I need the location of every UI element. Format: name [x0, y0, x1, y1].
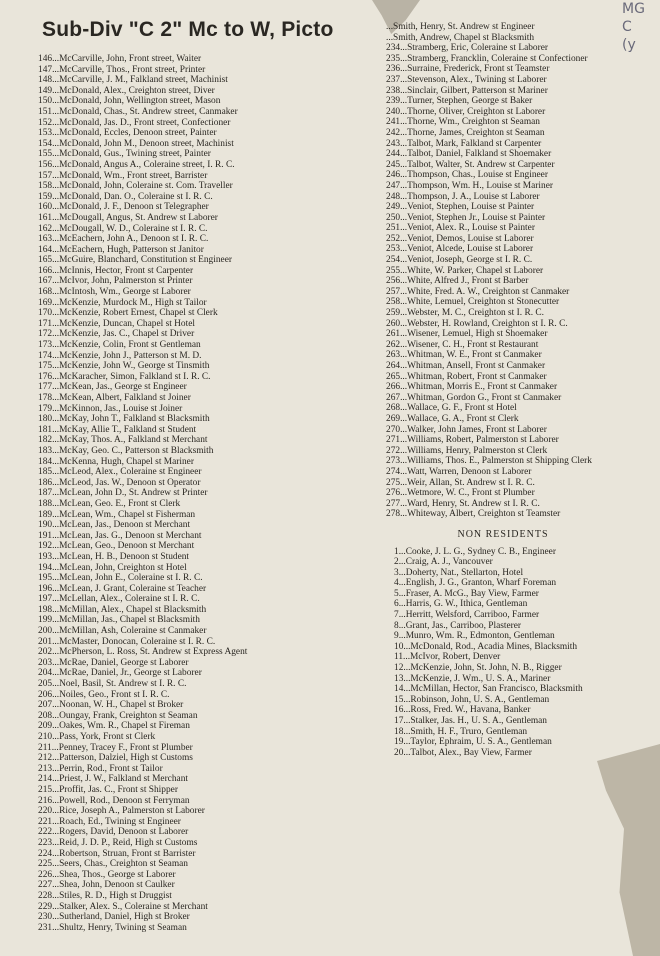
directory-entry: 198...McMillan, Alex., Chapel st Blacksmith: [38, 604, 207, 615]
directory-entry: 11...McIvor, Robert, Denver: [394, 652, 501, 663]
directory-entry: 181...McKay, Allie T., Falkland st Student: [38, 424, 197, 435]
directory-entry: 243...Talbot, Mark, Falkland st Carpenter: [386, 138, 542, 149]
directory-entry: 261...Wisener, Lemuel, High st Shoemaker: [386, 329, 548, 340]
directory-entry: 3...Doherty, Nat., Stellarton, Hotel: [394, 567, 524, 578]
directory-entry: 207...Noonan, W. H., Chapel st Broker: [38, 700, 184, 711]
directory-entry: 221...Roach, Ed., Twining st Engineer: [38, 816, 181, 827]
directory-entry: 213...Perrin, Rod., Front st Tailor: [38, 763, 163, 774]
directory-entry: 251...Veniot, Alex. R., Louise st Painter: [386, 223, 535, 234]
directory-entry: 184...McKenna, Hugh, Chapel st Mariner: [38, 456, 194, 467]
directory-entry: 10...McDonald, Rod., Acadia Mines, Blacksmith: [394, 641, 578, 652]
directory-entry: 188...McLean, Geo. E., Front st Clerk: [38, 498, 181, 509]
directory-entry: 185...McLeod, Alex., Coleraine st Engineer: [38, 467, 202, 478]
directory-entry: 161...McDougall, Angus, St. Andrew st Laborer: [38, 212, 218, 223]
directory-entry: 264...Whitman, Ansell, Front st Canmaker: [386, 361, 546, 371]
directory-entry: 250...Veniot, Stephen Jr., Louise st Painter: [386, 212, 546, 223]
directory-entry: 266...Whitman, Morris E., Front st Canmaker: [386, 382, 558, 393]
directory-entry: 256...White, Alfred J., Front st Barber: [386, 276, 529, 287]
directory-entry: 172...McKenzie, Jas. C., Chapel st Driver: [38, 329, 195, 340]
directory-entry: 237...Stevenson, Alex., Twining st Laborer: [386, 74, 547, 85]
directory-entry: 13...McKenzie, J. Wm., U. S. A., Mariner: [394, 673, 551, 684]
directory-entry: 168...McIntosh, Wm., George st Laborer: [38, 287, 191, 298]
directory-entry: 224...Robertson, Struan, Front st Barrister: [38, 848, 196, 859]
directory-entry: 242...Thorne, James, Creighton st Seaman: [386, 127, 545, 138]
directory-entry: 170...McKenzie, Robert Ernest, Chapel st Clerk: [38, 308, 218, 319]
directory-entry: 154...McDonald, John M., Denoon street, Machinist: [38, 138, 234, 149]
directory-entry: 262...Wisener, C. H., Front st Restaurant: [386, 339, 539, 350]
directory-entry: 4...English, J. G., Granton, Wharf Foreman: [394, 578, 557, 589]
directory-entry: 189...McLean, Wm., Chapel st Fisherman: [38, 509, 196, 520]
corner-note-line: (y: [622, 37, 636, 53]
directory-entry: 278...Whiteway, Albert, Creighton st Teamster: [386, 509, 561, 520]
directory-entry: 214...Priest, J. W., Falkland st Merchant: [38, 774, 188, 785]
directory-entry: 258...White, Lemuel, Creighton st Stonecutter: [386, 297, 560, 308]
directory-entry: 272...Williams, Henry, Palmerston st Clerk: [386, 445, 548, 456]
directory-entry: 276...Wetmore, W. C., Front st Plumber: [386, 488, 535, 499]
directory-entry: 231...Shultz, Henry, Twining st Seaman: [38, 922, 187, 933]
directory-entry: 192...McLean, Geo., Denoon st Merchant: [38, 541, 195, 552]
directory-entry: 6...Harris, G. W., Ithica, Gentleman: [394, 599, 528, 610]
directory-entry: 167...McIvor, John, Palmerston st Printer: [38, 276, 193, 287]
directory-entry: 153...McDonald, Eccles, Denoon street, Painter: [38, 128, 217, 139]
directory-entry: 229...Stalker, Alex. S., Coleraine st Merchant: [38, 901, 208, 912]
directory-entry: 222...Rogers, David, Denoon st Laborer: [38, 827, 189, 838]
directory-entry: 179...McKinnon, Jas., Louise st Joiner: [38, 403, 183, 414]
directory-entry: 253...Veniot, Alcede, Louise st Laborer: [386, 244, 534, 255]
directory-entry: 17...Stalker, Jas. H., U. S. A., Gentleman: [394, 716, 547, 726]
directory-entry: 163...McEachern, John A., Denoon st I. R. C.: [38, 234, 209, 245]
directory-entry: 202...McPherson, L. Ross, St. Andrew st Express Agent: [38, 647, 248, 658]
directory-entry: 2...Craig, A. J., Vancouver: [394, 557, 493, 568]
directory-entry: 223...Reid, J. D. P., Reid, High st Customs: [38, 837, 198, 848]
directory-entry: 7...Herritt, Welsford, Carriboo, Farmer: [394, 610, 540, 621]
directory-entry: 211...Penney, Tracey F., Front st Plumber: [38, 742, 193, 753]
directory-entry: 226...Shea, Thos., George st Laborer: [38, 869, 176, 880]
directory-entry: 19...Taylor, Ephraim, U. S. A., Gentleman: [394, 737, 552, 748]
directory-entry: 235...Stramberg, Francklin, Coleraine st Confectioner: [386, 53, 588, 64]
non-residents-list: [386, 547, 660, 759]
directory-entry: 255...White, W. Parker, Chapel st Laborer: [386, 265, 544, 276]
directory-entry: 260...Webster, H. Rowland, Creighton st I. R. C.: [386, 318, 568, 329]
directory-entry: 169...McKenzie, Murdock M., High st Tailor: [38, 297, 207, 308]
corner-note-line: C: [622, 19, 632, 35]
directory-entry: 228...Stiles, R. D., High st Druggist: [38, 890, 172, 901]
directory-entry: 245...Talbot, Walter, St. Andrew st Carpenter: [386, 159, 555, 170]
directory-entry: 254...Veniot, Joseph, George st I. R. C.: [386, 255, 533, 266]
directory-entry: 165...McGuire, Blanchard, Constitution st Engineer: [38, 255, 232, 266]
directory-entry: 208...Oungay, Frank, Creighton st Seaman: [38, 710, 198, 721]
directory-entry: 195...McLean, John E., Coleraine st I. R. C.: [38, 573, 203, 584]
directory-entry: ...Smith, Andrew, Chapel st Blacksmith: [386, 32, 535, 43]
right-column: [386, 22, 660, 758]
directory-entry: 265...Whitman, Robert, Front st Canmaker: [386, 371, 547, 382]
directory-entry: 12...McKenzie, John, St. John, N. B., Rigger: [394, 663, 562, 674]
directory-entry: 158...McDonald, John, Coleraine st. Com. Traveller: [38, 181, 233, 192]
directory-entry: 212...Patterson, Dalziel, High st Customs: [38, 753, 193, 764]
directory-entry: 200...McMillan, Ash, Coleraine st Canmaker: [38, 626, 207, 637]
directory-entry: 215...Proffit, Jas. C., Front st Shipper: [38, 784, 178, 795]
directory-entry: 238...Sinclair, Gilbert, Patterson st Mariner: [386, 85, 548, 96]
directory-entry: 209...Oakes, Wm. R., Chapel st Fireman: [38, 721, 190, 732]
directory-entry: 171...McKenzie, Duncan, Chapel st Hotel: [38, 318, 195, 329]
directory-entry: 183...McKay, Geo. C., Patterson st Blacksmith: [38, 445, 214, 456]
directory-entry: 239...Turner, Stephen, George st Baker: [386, 96, 533, 107]
directory-entry: 178...McKean, Albert, Falkland st Joiner: [38, 393, 191, 403]
directory-entry: 268...Wallace, G. F., Front st Hotel: [386, 403, 517, 414]
directory-entry: 246...Thompson, Chas., Louise st Engineer: [386, 170, 548, 181]
directory-entry: 204...McRae, Daniel, Jr., George st Laborer: [38, 668, 202, 679]
left-column-list: [38, 54, 372, 933]
directory-entry: 174...McKenzie, John J., Patterson st M. D.: [38, 350, 202, 361]
right-column-list: [386, 22, 660, 520]
directory-entry: 267...Whitman, Gordon G., Front st Canmaker: [386, 392, 562, 403]
directory-entry: 1...Cooke, J. L. G., Sydney C. B., Engineer: [394, 546, 556, 557]
directory-entry: 275...Weir, Allan, St. Andrew st I. R. C.: [386, 477, 535, 488]
directory-entry: 194...McLean, John, Creighton st Hotel: [38, 562, 187, 573]
directory-entry: 20...Talbot, Alex., Bay View, Farmer: [394, 747, 532, 758]
directory-entry: 157...McDonald, Wm., Front street, Barrister: [38, 170, 208, 181]
directory-entry: 274...Watt, Warren, Denoon st Laborer: [386, 466, 532, 477]
directory-entry: 187...McLean, John D., St. Andrew st Printer: [38, 488, 208, 499]
directory-entry: 210...Pass, York, Front st Clerk: [38, 732, 156, 742]
directory-entry: 166...McInnis, Hector, Front st Carpenter: [38, 265, 194, 276]
directory-entry: 176...McKaracher, Simon, Falkland st I. R. C.: [38, 371, 211, 382]
directory-entry: 173...McKenzie, Colin, Front st Gentleman: [38, 340, 201, 351]
directory-entry: 155...McDonald, Gus., Twining street, Painter: [38, 149, 211, 160]
directory-entry: 177...McKean, Jas., George st Engineer: [38, 382, 187, 393]
directory-entry: 241...Thorne, Wm., Creighton st Seaman: [386, 117, 540, 128]
directory-entry: 247...Thompson, Wm. H., Louise st Mariner: [386, 180, 553, 191]
directory-entry: 270...Walker, John James, Front st Laborer: [386, 424, 547, 435]
directory-entry: 190...McLean, Jas., Denoon st Merchant: [38, 520, 191, 531]
directory-entry: 196...McLean, J. Grant, Coleraine st Teacher: [38, 583, 207, 594]
directory-entry: 269...Wallace, G. A., Front st Clerk: [386, 413, 519, 424]
directory-entry: 263...Whitman, W. E., Front st Canmaker: [386, 350, 542, 361]
directory-entry: 16...Ross, Fred. W., Havana, Banker: [394, 705, 531, 716]
directory-entry: 271...Williams, Robert, Palmerston st Laborer: [386, 435, 559, 446]
corner-note-line: MG: [622, 1, 645, 17]
directory-entry: 193...McLean, H. B., Denoon st Student: [38, 551, 190, 562]
directory-entry: 230...Sutherland, Daniel, High st Broker: [38, 912, 190, 923]
directory-entry: 150...McDonald, John, Wellington street, Mason: [38, 96, 221, 107]
directory-entry: 249...Veniot, Stephen, Louise st Painter: [386, 202, 535, 213]
directory-entry: 206...Noiles, Geo., Front st I. R. C.: [38, 689, 170, 700]
directory-entry: 216...Powell, Rod., Denoon st Ferryman: [38, 795, 190, 806]
directory-entry: 186...McLeod, Jas. W., Denoon st Operator: [38, 477, 201, 488]
directory-entry: 164...McEachern, Hugh, Patterson st Janitor: [38, 244, 204, 255]
directory-entry: 244...Talbot, Daniel, Falkland st Shoemaker: [386, 149, 552, 160]
directory-entry: 199...McMillan, Jas., Chapel st Blacksmith: [38, 615, 200, 626]
directory-entry: 159...McDonald, Dan. O., Coleraine st I. R. C.: [38, 191, 213, 202]
directory-entry: 148...McCarville, J. M., Falkland street, Machinist: [38, 75, 228, 86]
directory-entry: 257...White, Fred. A. W., Creighton st Canmaker: [386, 286, 570, 297]
non-residents-heading: NON RESIDENTS: [457, 528, 549, 540]
directory-entry: 220...Rice, Joseph A., Palmerston st Laborer: [38, 806, 205, 817]
directory-entry: 234...Stramberg, Eric, Coleraine st Laborer: [386, 43, 549, 54]
page-title: Sub-Div "C 2" Mc to W, Picto: [42, 18, 334, 41]
directory-entry: 14...McMillan, Hector, San Francisco, Blacksmith: [394, 684, 583, 695]
directory-entry: 203...McRae, Daniel, George st Laborer: [38, 657, 189, 668]
directory-entry: 147...McCarville, Thos., Front street, Printer: [38, 64, 206, 75]
directory-entry: 151...McDonald, Chas., St. Andrew street, Canmaker: [38, 106, 238, 117]
directory-entry: 162...McDougall, W. D., Coleraine st I. R. C.: [38, 223, 208, 234]
directory-entry: 9...Munro, Wm. R., Edmonton, Gentleman: [394, 631, 555, 642]
torn-edge-bottom-right: [570, 744, 660, 956]
directory-entry: ...Smith, Henry, St. Andrew st Engineer: [386, 22, 535, 32]
directory-entry: 201...McMaster, Donocan, Coleraine st I. R. C.: [38, 636, 216, 647]
directory-entry: 156...McDonald, Angus A., Coleraine street, I. R. C.: [38, 159, 235, 170]
directory-entry: 149...McDonald, Alex., Creighton street, Diver: [38, 85, 215, 96]
directory-entry: 15...Robinson, John, U. S. A., Gentleman: [394, 694, 550, 705]
directory-entry: 248...Thompson, J. A., Louise st Laborer: [386, 191, 540, 202]
directory-entry: 146...McCarville, John, Front street, Waiter: [38, 54, 202, 64]
directory-entry: 197...McLellan, Alex., Coleraine st I. R. C.: [38, 594, 200, 605]
directory-entry: 277...Ward, Henry, St. Andrew st I. R. C.: [386, 498, 540, 509]
directory-entry: 227...Shea, John, Denoon st Caulker: [38, 880, 175, 891]
directory-entry: 225...Seers, Chas., Creighton st Seaman: [38, 859, 188, 870]
directory-entry: 175...McKenzie, John W., George st Tinsmith: [38, 361, 210, 372]
directory-entry: 236...Surraine, Frederick, Front st Teamster: [386, 64, 550, 75]
directory-entry: 8...Grant, Jas., Carriboo, Plasterer: [394, 620, 522, 631]
directory-entry: 160...McDonald, J. F., Denoon st Telegrapher: [38, 202, 209, 213]
directory-entry: 252...Veniot, Demos, Louise st Laborer: [386, 233, 534, 244]
directory-entry: 240...Thorne, Oliver, Creighton st Laborer: [386, 106, 546, 117]
directory-entry: 182...McKay, Thos. A., Falkland st Merchant: [38, 435, 208, 446]
directory-entry: 152...McDonald, Jas. D., Front street, Confectioner: [38, 117, 231, 128]
directory-entry: 180...McKay, John T., Falkland st Blacksmith: [38, 414, 210, 425]
directory-entry: 205...Noel, Basil, St. Andrew st I. R. C.: [38, 679, 187, 690]
directory-entry: 273...Williams, Thos. E., Palmerston st Shipping Clerk: [386, 456, 592, 467]
directory-entry: 18...Smith, H. F., Truro, Gentleman: [394, 726, 528, 737]
directory-entry: 5...Fraser, A. McG., Bay View, Farmer: [394, 588, 539, 599]
directory-entry: 259...Webster, M. C., Creighton st I. R. C.: [386, 308, 544, 319]
directory-entry: 191...McLean, Jas. G., Denoon st Merchant: [38, 530, 202, 541]
